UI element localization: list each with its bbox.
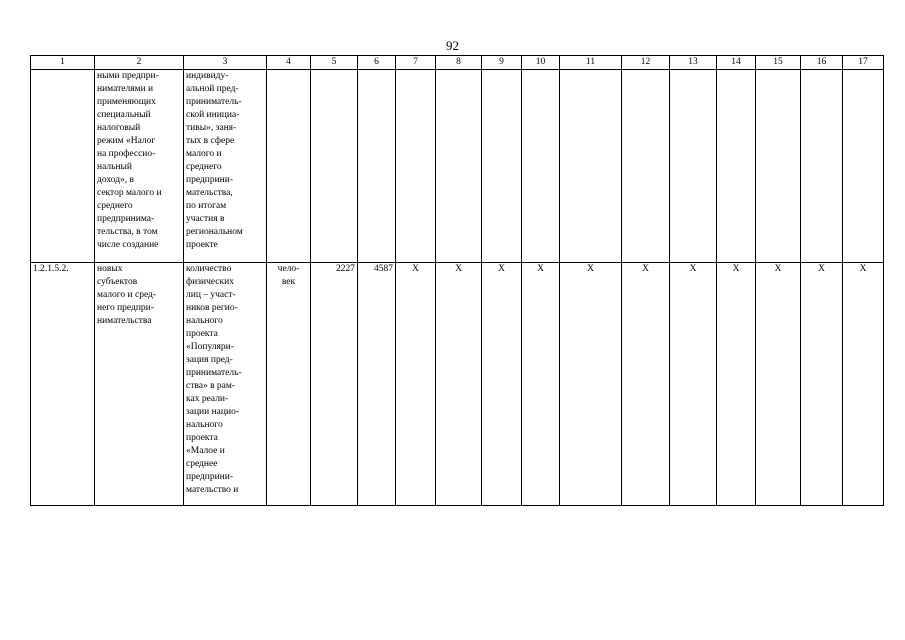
cell-value: [436, 70, 482, 263]
text-line: количество: [186, 264, 232, 274]
text-line: режим «Налог: [97, 136, 156, 146]
cell-value: [843, 70, 884, 263]
cell-value: X: [560, 263, 622, 506]
table-row: [31, 263, 884, 506]
cell-value: [801, 70, 843, 263]
text-line: лиц – участ-: [186, 290, 236, 300]
text-line: ников регио-: [186, 303, 238, 313]
cell-value: X: [622, 263, 670, 506]
text-line: предприни-: [186, 175, 234, 185]
column-header: 12: [622, 56, 670, 70]
text-line: ства» в рам-: [186, 381, 236, 391]
text-line: нального: [186, 316, 223, 326]
column-header: 5: [311, 56, 358, 70]
text-line: нимательства: [97, 316, 152, 326]
text-line: чело-: [277, 264, 300, 274]
text-line: числе создание: [97, 240, 159, 250]
cell-value: X: [482, 263, 522, 506]
cell-value: X: [717, 263, 756, 506]
text-line: на профессио-: [97, 149, 156, 159]
column-header: 3: [184, 56, 267, 70]
text-line: ской инициа-: [186, 110, 240, 120]
text-line: предприни-: [186, 472, 234, 482]
text-line: физических: [186, 277, 234, 287]
text-line: нальный: [97, 162, 133, 172]
indicators-table: [30, 55, 884, 506]
cell-indicator: [184, 70, 267, 263]
cell-value: [522, 70, 560, 263]
text-line: предпринима-: [97, 214, 155, 224]
text-line: проекте: [186, 240, 218, 250]
text-line: доход», в: [97, 175, 135, 185]
cell-value: [396, 70, 436, 263]
text-line: зации нацио-: [186, 407, 239, 417]
text-line: малого и сред-: [97, 290, 157, 300]
table-row: [31, 70, 884, 263]
cell-description: [95, 70, 184, 263]
cell-code: 1.2.1.5.2.: [31, 263, 95, 506]
text-line: специальный: [97, 110, 151, 120]
text-line: нального: [186, 420, 223, 430]
text-line: субъектов: [97, 277, 138, 287]
cell-value: [670, 70, 717, 263]
cell-value: [358, 70, 396, 263]
text-line: мательства,: [186, 188, 233, 198]
text-line: зация пред-: [186, 355, 233, 365]
column-header: 6: [358, 56, 396, 70]
text-line: проекта: [186, 433, 218, 443]
text-line: него предпри-: [97, 303, 154, 313]
column-header: 8: [436, 56, 482, 70]
text-line: нимателями и: [97, 84, 154, 94]
text-line: индивиду-: [186, 71, 229, 81]
cell-value: [756, 70, 801, 263]
text-line: приниматель-: [186, 368, 242, 378]
cell-code: [31, 70, 95, 263]
text-line: региональном: [186, 227, 243, 237]
text-line: малого и: [186, 149, 222, 159]
text-line: сектор малого и: [97, 188, 162, 198]
cell-value: X: [522, 263, 560, 506]
text-line: по итогам: [186, 201, 227, 211]
column-header: 14: [717, 56, 756, 70]
column-header: 16: [801, 56, 843, 70]
column-header: 11: [560, 56, 622, 70]
cell-value: X: [670, 263, 717, 506]
column-header: 2: [95, 56, 184, 70]
text-line: приниматель-: [186, 97, 242, 107]
page-number: 92: [446, 38, 459, 53]
text-line: ными предпри-: [97, 71, 159, 81]
text-line: среднего: [186, 162, 222, 172]
cell-unit: [267, 70, 311, 263]
column-header: 1: [31, 56, 95, 70]
text-line: участия в: [186, 214, 225, 224]
text-line: применяющих: [97, 97, 156, 107]
cell-indicator: [184, 263, 267, 506]
text-line: тивы», заня-: [186, 123, 237, 133]
text-line: проекта: [186, 329, 218, 339]
text-line: среднего: [97, 201, 133, 211]
cell-value: X: [436, 263, 482, 506]
text-line: новых: [97, 264, 123, 274]
cell-value: X: [396, 263, 436, 506]
cell-value: [560, 70, 622, 263]
text-line: налоговый: [97, 123, 141, 133]
column-header: 4: [267, 56, 311, 70]
column-header: 17: [843, 56, 884, 70]
text-line: тых в сфере: [186, 136, 235, 146]
text-line: тельства, в том: [97, 227, 158, 237]
cell-description: [95, 263, 184, 506]
cell-value: [311, 70, 358, 263]
column-header: 9: [482, 56, 522, 70]
text-line: век: [281, 277, 296, 287]
table-header-row: [31, 56, 884, 70]
cell-value: [717, 70, 756, 263]
cell-value: [622, 70, 670, 263]
column-header: 7: [396, 56, 436, 70]
cell-value: [482, 70, 522, 263]
text-line: ках реали-: [186, 394, 229, 404]
column-header: 10: [522, 56, 560, 70]
cell-value: X: [843, 263, 884, 506]
cell-unit: [267, 263, 311, 506]
cell-value: X: [801, 263, 843, 506]
text-line: «Малое и: [186, 446, 225, 456]
text-line: мательство и: [186, 485, 239, 495]
text-line: «Популяри-: [186, 342, 234, 352]
cell-value: 4587: [358, 263, 396, 506]
cell-value: 2227: [311, 263, 358, 506]
column-header: 15: [756, 56, 801, 70]
text-line: альной пред-: [186, 84, 239, 94]
text-line: среднее: [186, 459, 218, 469]
cell-value: X: [756, 263, 801, 506]
column-header: 13: [670, 56, 717, 70]
